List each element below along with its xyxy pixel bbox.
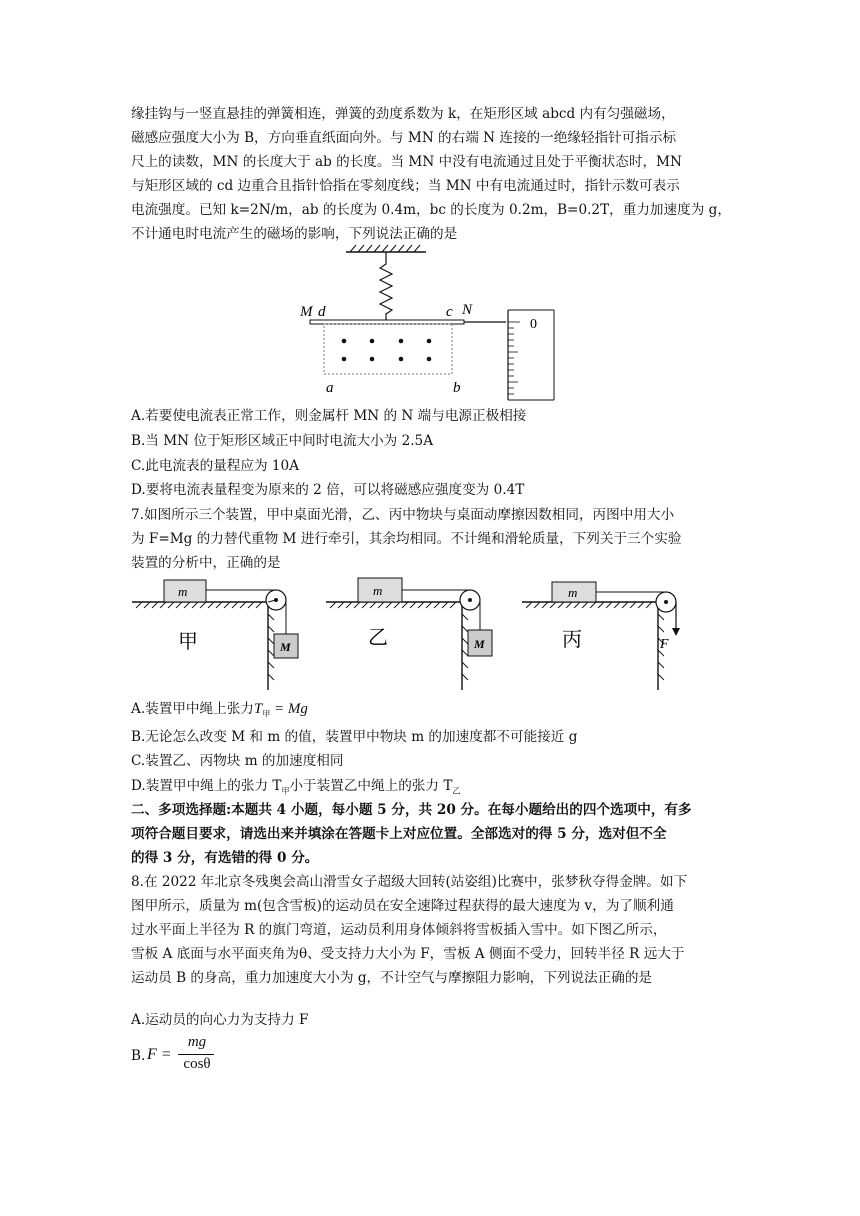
label-d: d [318, 304, 326, 320]
label-bing: 丙 [562, 629, 582, 651]
q6-line-6: 不计通电时电流产生的磁场的影响，下列说法正确的是 [131, 226, 458, 242]
q6-line-4: 与矩形区域的 cd 边重合且指针恰指在零刻度线；当 MN 中有电流通过时，指针示数可表示 [131, 178, 680, 194]
label-m-rod: M [300, 304, 313, 320]
q7-line-3: 装置的分析中，正确的是 [131, 555, 281, 571]
q6-option-c: C.此电流表的量程应为 10A [131, 458, 300, 474]
section2-line-3: 的得 3 分，有选错的得 0 分。 [131, 850, 319, 866]
q6-line-5: 电流强度。已知 k=2N/m，ab 的长度为 0.4m，bc 的长度为 0.2m，B=0.2T，重力加速度为 g， [131, 202, 731, 218]
q8-line-2: 图甲所示，质量为 m(包含雪板)的运动员在安全速降过程获得的最大速度为 v，为了顺利通 [131, 898, 674, 914]
q7-option-c: C.装置乙、丙物块 m 的加速度相同 [131, 753, 344, 769]
label-a: a [326, 380, 334, 396]
label-yi: 乙 [368, 627, 388, 649]
label-b: b [453, 380, 461, 396]
label-zero: 0 [530, 317, 537, 332]
q7-option-b: B.无论怎么改变 M 和 m 的值，装置甲中物块 m 的加速度都不可能接近 g [131, 729, 578, 745]
q8-line-5: 运动员 B 的身高，重力加速度大小为 g，不计空气与摩擦阻力影响，下列说法正确的是 [131, 970, 653, 986]
label-n: N [462, 302, 473, 318]
section2-line-1: 二、多项选择题:本题共 4 小题，每小题 5 分，共 20 分。在每小题给出的四个选项中，有多 [131, 802, 692, 818]
device-jia [132, 580, 298, 690]
q6-option-b: B.当 MN 位于矩形区域正中间时电流大小为 2.5A [131, 433, 434, 449]
spring-magnetic-field-figure [296, 244, 558, 402]
label-c: c [446, 304, 453, 320]
q8-line-3: 过水平面上半径为 R 的旗门弯道，运动员利用身体倾斜将雪板插入雪中。如下图乙所示， [131, 922, 667, 938]
svg-text:m: m [178, 584, 188, 599]
field-region [324, 324, 452, 374]
q6-line-1: 缘挂钩与一竖直悬挂的弹簧相连，弹簧的劲度系数为 k，在矩形区域 abcd 内有匀强磁场， [131, 106, 675, 122]
q7-option-d: D.装置甲中绳上的张力 $T_甲$小于装置乙中绳上的张力 $T_乙$ [131, 778, 461, 796]
field-dots [342, 339, 432, 362]
device-bing [522, 582, 680, 690]
q8-line-4: 雪板 A 底面与水平面夹角为θ、受支持力大小为 F，雪板 A 侧面不受力，回转半径 R 远大于 [131, 946, 685, 962]
q7-line-2: 为 F=Mg 的力替代重物 M 进行牵引，其余均相同。不计绳和滑轮质量，下列关于三个实验 [131, 531, 682, 547]
svg-text:m: m [568, 585, 578, 600]
device-yi [326, 578, 492, 690]
q6-line-3: 尺上的读数，MN 的长度大于 ab 的长度。当 MN 中没有电流通过且处于平衡状态时，MN [131, 154, 682, 170]
q8-line-1: 8.在 2022 年北京冬残奥会高山滑雪女子超级大回转(站姿组)比赛中，张梦秋夺得金牌。如下 [131, 874, 688, 890]
q6-option-a: A.若要使电流表正常工作，则金属杆 MN 的 N 端与电源正极相接 [131, 408, 527, 424]
metal-rod-mn [310, 320, 464, 324]
svg-text:F: F [660, 637, 669, 652]
q6-line-2: 磁感应强度大小为 B，方向垂直纸面向外。与 MN 的右端 N 连接的一绝缘轻指针可指示标 [131, 130, 677, 146]
section2-line-2: 项符合题目要求，请选出来并填涂在答题卡上对应位置。全部选对的得 5 分，选对但不全 [131, 826, 667, 842]
q7-line-1: 7.如图所示三个装置，甲中桌面光滑，乙、丙中物块与桌面动摩擦因数相同，丙图中用大小 [131, 507, 675, 523]
svg-text:M: M [280, 640, 291, 654]
svg-text:M: M [474, 637, 485, 651]
q6-option-d: D.要将电流表量程变为原来的 2 倍，可以将磁感应强度变为 0.4T [131, 482, 525, 498]
pulley-devices-figure [128, 574, 722, 694]
q8-option-a: A.运动员的向心力为支持力 F [131, 1012, 309, 1028]
svg-text:m: m [373, 583, 383, 598]
spring [380, 252, 392, 320]
label-jia: 甲 [178, 631, 198, 653]
q7-option-a: A.装置甲中绳上张力$T_甲 = Mg$ [131, 701, 308, 719]
